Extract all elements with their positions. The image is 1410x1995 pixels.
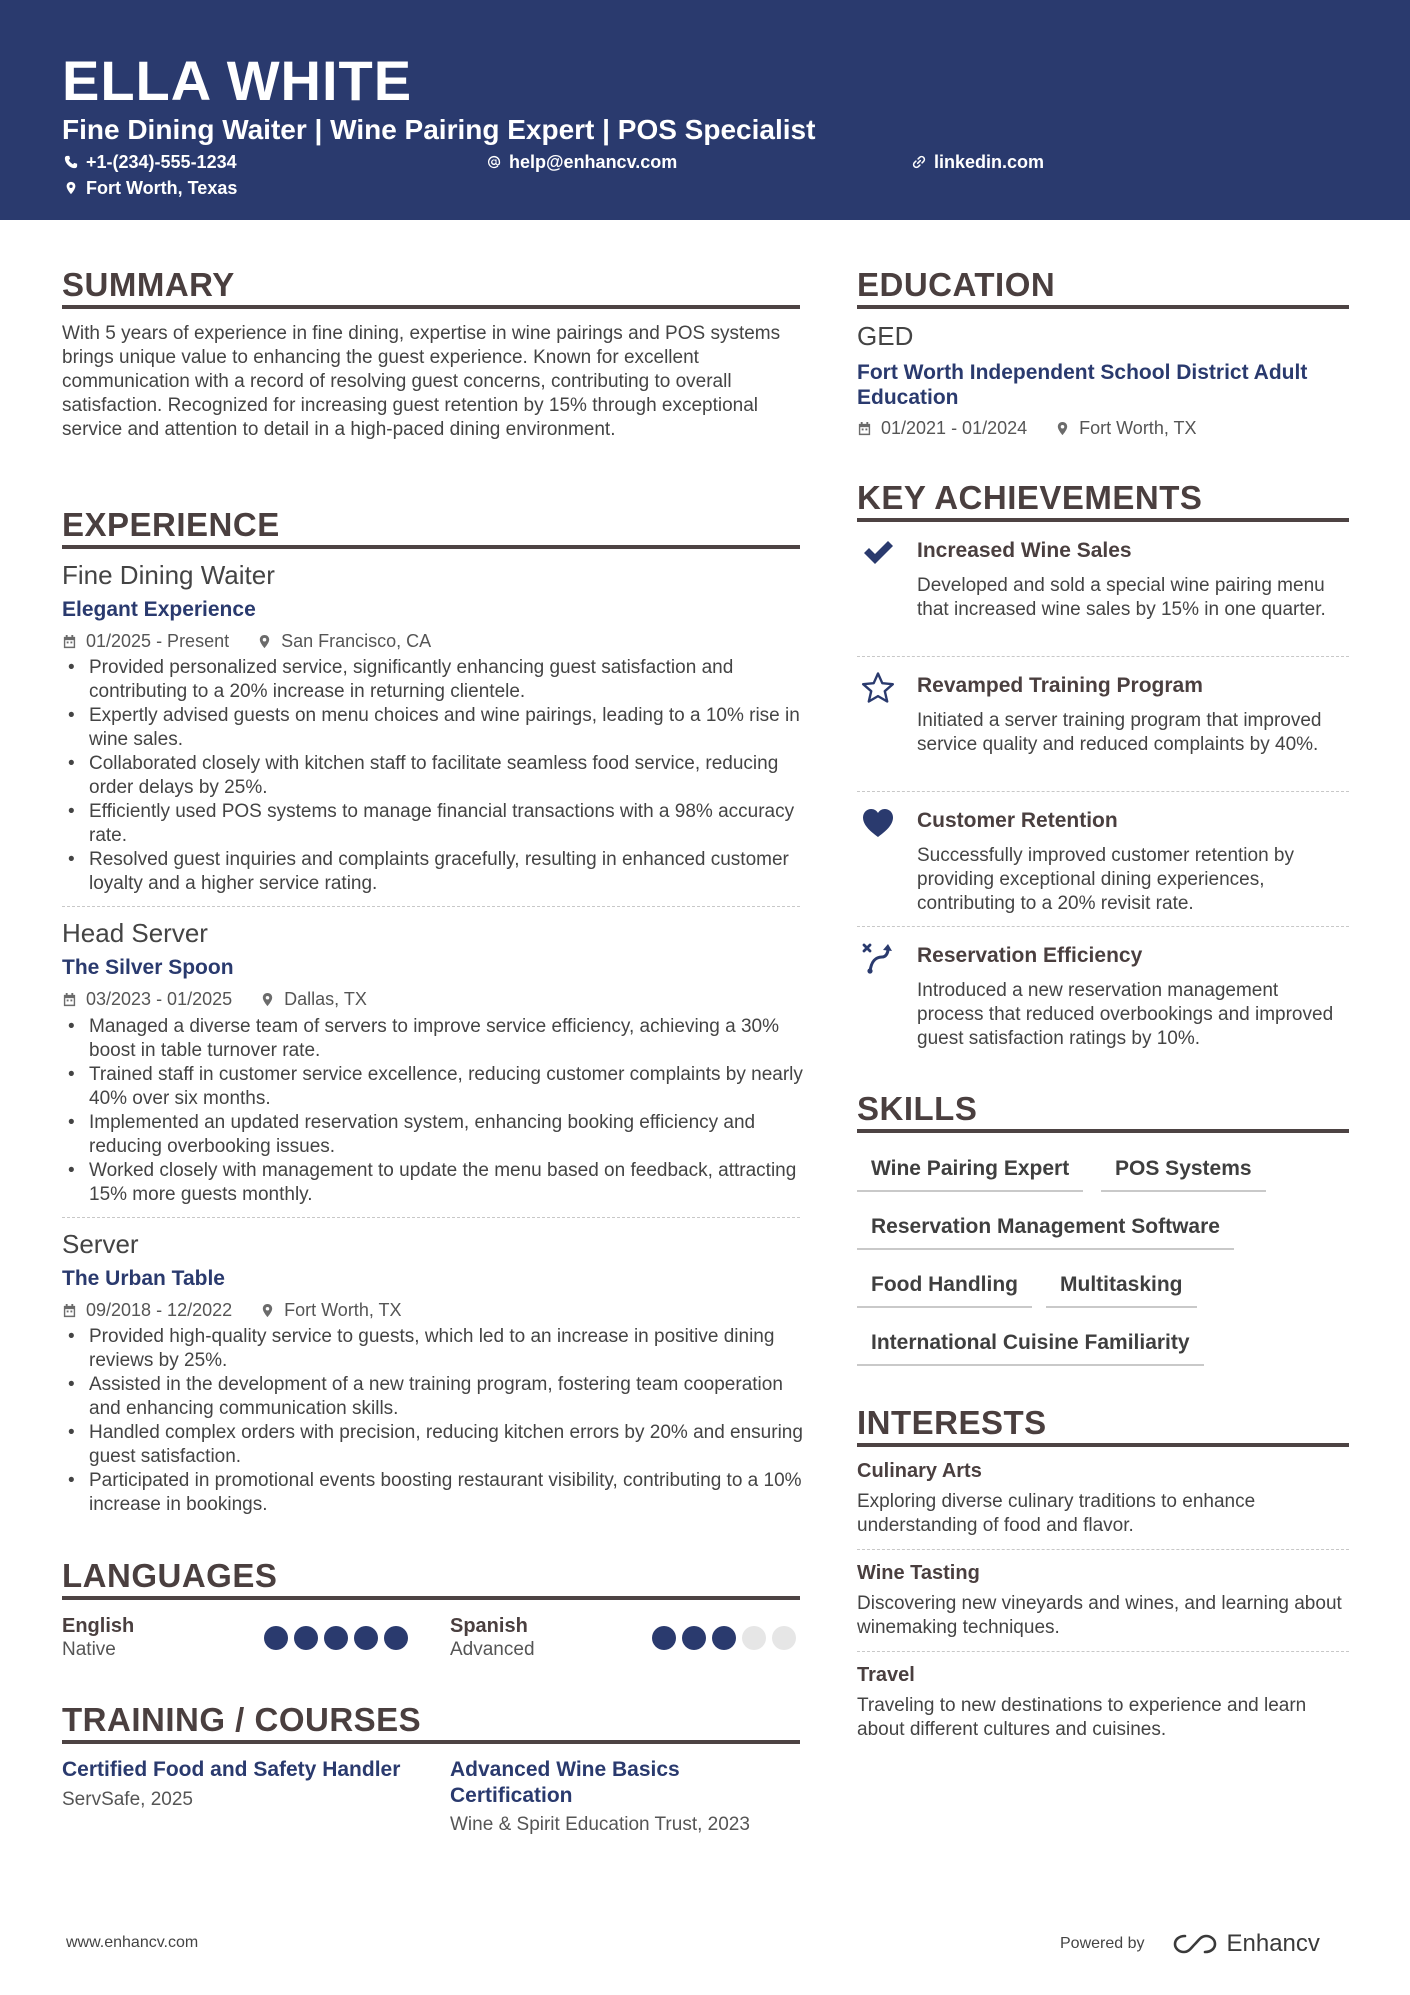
calendar-icon [857,421,872,436]
job-bullet: • Managed a diverse team of servers to improve service efficiency, achieving a 30% boost in table turnover rate. [62,1015,804,1063]
brand-logo[interactable] [1171,1930,1320,1958]
phone-text[interactable]: +1-(234)-555-1234 [86,152,237,172]
rating-dot [652,1626,676,1650]
achievements-rule [857,518,1349,522]
achievement-item [857,806,1349,926]
skill-tag: POS Systems [1101,1156,1266,1192]
interest-divider [857,1651,1349,1652]
calendar-icon [62,992,77,1007]
job-bullet: • Efficiently used POS systems to manage financial transactions with a 98% accuracy rate. [62,800,804,848]
interests-rule [857,1443,1349,1447]
education-location-text: Fort Worth, TX [1079,418,1197,438]
location-pin-icon [257,634,272,649]
email-text[interactable]: help@enhancv.com [509,152,678,172]
link-icon [912,155,926,169]
languages-rule [62,1596,800,1600]
at-icon [487,155,501,169]
education-school: Fort Worth Independent School District Adult Education [857,361,1308,409]
achievement-divider [857,926,1349,927]
job-bullet: • Implemented an updated reservation system, enhancing booking efficiency and reducing overbooking issues. [62,1111,804,1159]
brand-name: Enhancv [1226,1930,1320,1957]
achievement-divider [857,656,1349,657]
location-text: Fort Worth, Texas [86,178,238,198]
job-location-text: San Francisco, CA [281,631,432,651]
achievement-title: Reservation Efficiency [917,944,1143,967]
course-title: Certified Food and Safety Handler [62,1758,401,1781]
job-dates: 01/2025 - Present [86,631,230,651]
interest-text: Exploring diverse culinary traditions to enhance understanding of food and flavor. [857,1491,1256,1536]
checkmark-icon [861,536,895,570]
interest-title: Culinary Arts [857,1460,982,1482]
job-location [257,630,431,652]
candidate-name: ELLA WHITE [62,49,413,112]
candidate-title: Fine Dining Waiter | Wine Pairing Expert | POS Specialist [62,114,816,145]
course-provider: ServSafe, 2025 [62,1789,193,1810]
language-level: Advanced [450,1639,535,1660]
job-divider [62,1217,800,1218]
interest-title: Wine Tasting [857,1562,980,1584]
course-provider: Wine & Spirit Education Trust, 2023 [450,1814,750,1835]
skill-tag: Reservation Management Software [857,1214,1234,1250]
experience-heading: EXPERIENCE [62,506,280,543]
footer-website[interactable]: www.enhancv.com [66,1934,199,1951]
job-bullet: • Provided personalized service, significantly enhancing guest satisfaction and contributing to a 20% increase in returning clientele. [62,656,804,704]
job-location-text: Fort Worth, TX [284,1300,402,1320]
course-title: Advanced Wine Basics Certification [450,1758,680,1807]
skill-tag: International Cuisine Familiarity [857,1330,1204,1366]
languages-heading: LANGUAGES [62,1557,278,1594]
interests-heading: INTERESTS [857,1404,1047,1441]
achievement-item [857,536,1349,656]
powered-by-label: Powered by [1060,1935,1145,1952]
skill-tag: Food Handling [857,1272,1032,1308]
rating-dot [742,1626,766,1650]
language-rating [264,1626,408,1650]
phone-icon [64,155,78,169]
job-bullets [62,656,804,896]
language-rating [652,1626,796,1650]
training-heading: TRAINING / COURSES [62,1701,422,1738]
skills-rule [857,1129,1349,1133]
achievement-text: Developed and sold a special wine pairing menu that increased wine sales by 15% in one quarter. [917,575,1326,620]
job-company: The Urban Table [62,1267,225,1290]
location-pin-icon [260,992,275,1007]
location-pin-icon [1055,421,1070,436]
job-company: The Silver Spoon [62,956,234,979]
language-name: Spanish [450,1615,528,1637]
achievement-text: Introduced a new reservation management process that reduced overbookings and improved guest satisfaction ratings by 10%. [917,980,1334,1049]
interest-text: Traveling to new destinations to experience and learn about different cultures and cuisines. [857,1695,1307,1740]
header [0,0,1410,220]
achievement-title: Revamped Training Program [917,674,1203,697]
job-bullet: • Collaborated closely with kitchen staff to facilitate seamless food service, reducing order delays by 25%. [62,752,804,800]
education-location [1055,417,1196,439]
achievement-text: Initiated a server training program that improved service quality and reduced complaints by 40%. [917,710,1322,755]
interest-divider [857,1549,1349,1550]
job-bullet: • Trained staff in customer service excellence, reducing customer complaints by nearly 40% over six months. [62,1063,804,1111]
location-pin-icon [64,181,78,195]
location-pin-icon [260,1303,275,1318]
job-location-text: Dallas, TX [284,989,367,1009]
job-bullet: • Handled complex orders with precision, reducing kitchen errors by 20% and ensuring guest satisfaction. [62,1421,804,1469]
job-title: Fine Dining Waiter [62,560,275,590]
contact-location [64,177,237,199]
contact-phone [64,151,237,173]
job-dates: 09/2018 - 12/2022 [86,1300,233,1320]
job-dates: 03/2023 - 01/2025 [86,989,233,1009]
education-dates: 01/2021 - 01/2024 [881,418,1028,438]
job-location [260,1299,401,1321]
job-bullet: • Participated in promotional events boosting restaurant visibility, contributing to a 10% increase in bookings. [62,1469,804,1517]
rating-dot [682,1626,706,1650]
job-bullet: • Assisted in the development of a new training program, fostering team cooperation and enhancing communication skills. [62,1373,804,1421]
rating-dot [294,1626,318,1650]
job-bullet: • Provided high-quality service to guests, which led to an increase in positive dining reviews by 25%. [62,1325,804,1373]
route-icon [861,941,895,975]
summary-heading: SUMMARY [62,266,235,303]
enhancv-logo-icon [1171,1931,1219,1957]
job-bullet: • Expertly advised guests on menu choices and wine pairings, leading to a 10% rise in wine sales. [62,704,804,752]
skill-tag: Wine Pairing Expert [857,1156,1083,1192]
job-meta [62,630,431,652]
rating-dot [324,1626,348,1650]
achievement-title: Increased Wine Sales [917,539,1132,562]
skills-heading: SKILLS [857,1090,978,1127]
interest-text: Discovering new vineyards and wines, and learning about winemaking techniques. [857,1593,1342,1638]
training-rule [62,1740,800,1744]
calendar-icon [62,634,77,649]
education-rule [857,305,1349,309]
rating-dot [354,1626,378,1650]
language-name: English [62,1615,135,1637]
achievement-title: Customer Retention [917,809,1118,832]
job-title: Server [62,1229,139,1259]
job-bullets [62,1325,804,1517]
education-degree: GED [857,321,914,351]
contact-email [487,151,677,173]
achievement-item [857,671,1349,791]
summary-rule [62,305,800,309]
rating-dot [712,1626,736,1650]
job-meta [62,988,367,1010]
calendar-icon [62,1303,77,1318]
contact-linkedin [912,151,1044,173]
star-icon [861,671,895,705]
achievement-divider [857,791,1349,792]
achievement-text: Successfully improved customer retention by providing exceptional dining experiences, contributing to a 20% revisit rate. [917,845,1294,914]
language-level: Native [62,1639,116,1660]
rating-dot [264,1626,288,1650]
achievements-heading: KEY ACHIEVEMENTS [857,479,1203,516]
job-bullet: • Worked closely with management to update the menu based on feedback, attracting 15% more guests monthly. [62,1159,804,1207]
interest-title: Travel [857,1664,915,1686]
education-heading: EDUCATION [857,266,1056,303]
job-bullets [62,1015,804,1207]
job-divider [62,906,800,907]
rating-dot [772,1626,796,1650]
job-bullet: • Resolved guest inquiries and complaints gracefully, resulting in enhanced customer loyalty and a higher service rating. [62,848,804,896]
rating-dot [384,1626,408,1650]
footer-branding [1060,1930,1320,1958]
education-meta [857,417,1197,439]
achievement-item [857,941,1349,1061]
job-title: Head Server [62,918,208,948]
experience-rule [62,545,800,549]
job-meta [62,1299,402,1321]
skill-tag: Multitasking [1046,1272,1197,1308]
linkedin-text[interactable]: linkedin.com [934,152,1045,172]
job-location [260,988,367,1010]
summary-text: With 5 years of experience in fine dining, expertise in wine pairings and POS systems brings unique value to enhancing the guest experience. Known for excellent communication with a record of resolving guest concerns, contributing to overall satisfaction. Recognized for increasing guest retention by 15% through exceptional service and attention to detail in a high-paced dining environment. [62,323,781,440]
job-company: Elegant Experience [62,598,256,621]
heart-icon [861,806,895,840]
